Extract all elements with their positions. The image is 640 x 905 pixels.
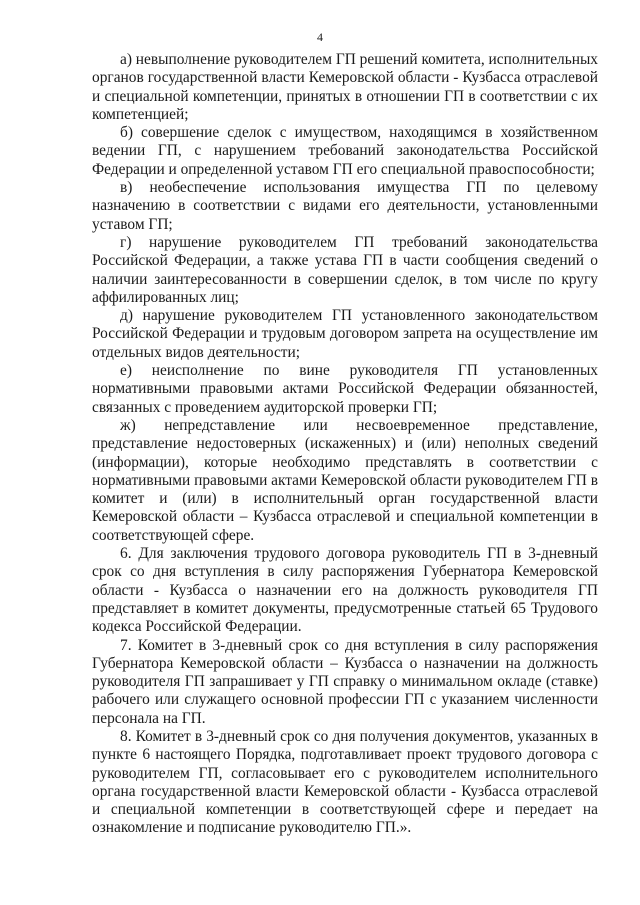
paragraph-zh: ж) непредставление или несвоевременное представление, представление недостоверных (искаженных) и (или) неполных сведений (информации), которые необходимо представлять в соответствии с нормативными правовыми актами Кемеровской области руководителем ГП в комитет и (или) в исполнительный орган государственной власти Кемеровской области – Кузбасса отраслевой и специальной компетенции в соответствующей сфере.: [92, 416, 598, 544]
document-body: [92, 51, 598, 838]
paragraph-b: б) совершение сделок с имуществом, находящимся в хозяйственном ведении ГП, с нарушением требований законодательства Российской Федерации и определенной уставом ГП его специальной правоспособности;: [92, 124, 598, 178]
clause-7: 7. Комитет в 3-дневный срок со дня вступления в силу распоряжения Губернатора Кемеровской области – Кузбасса о назначении на должность руководителя ГП запрашивает у ГП справку о минимальном окладе (ставке) рабочего или служащего основной профессии ГП с указанием численности персонала на ГП.: [92, 636, 598, 727]
page-number: 4: [317, 30, 323, 44]
paragraph-a: а) невыполнение руководителем ГП решений комитета, исполнительных органов государственной власти Кемеровской области - Кузбасса отраслевой и специальной компетенции, принятых в отношении ГП в соответствии с их компетенцией;: [92, 51, 598, 123]
paragraph-g: г) нарушение руководителем ГП требований законодательства Российской Федерации, а также устава ГП в части сообщения сведений о наличии заинтересованности в совершении сделок, в том числе по кругу аффилированных лиц;: [92, 233, 598, 306]
paragraph-v: в) необеспечение использования имущества ГП по целевому назначению в соответствии с видами его деятельности, установленными уставом ГП;: [92, 179, 598, 233]
clause-8: 8. Комитет в 3-дневный срок со дня получения документов, указанных в пункте 6 настоящего Порядка, подготавливает проект трудового договора с руководителем ГП, согласовывает его с руководителем исполнительного органа государственной власти Кемеровской области - Кузбасса отраслевой и специальной компетенции в соответствующей сфере и передает на ознакомление и подписание руководителю ГП.».: [92, 727, 598, 837]
paragraph-d: д) нарушение руководителем ГП установленного законодательством Российской Федерации и трудовым договором запрета на осуществление им отдельных видов деятельности;: [92, 307, 598, 361]
clause-6: 6. Для заключения трудового договора руководитель ГП в 3-дневный срок со дня вступления в силу распоряжения Губернатора Кемеровской области - Кузбасса о назначении его на должность руководителя ГП представляет в комитет документы, предусмотренные статьей 65 Трудового кодекса Российской Федерации.: [92, 545, 598, 636]
paragraph-e: е) неисполнение по вине руководителя ГП установленных нормативными правовыми актами Российской Федерации обязанностей, связанных с проведением аудиторской проверки ГП;: [92, 362, 598, 416]
